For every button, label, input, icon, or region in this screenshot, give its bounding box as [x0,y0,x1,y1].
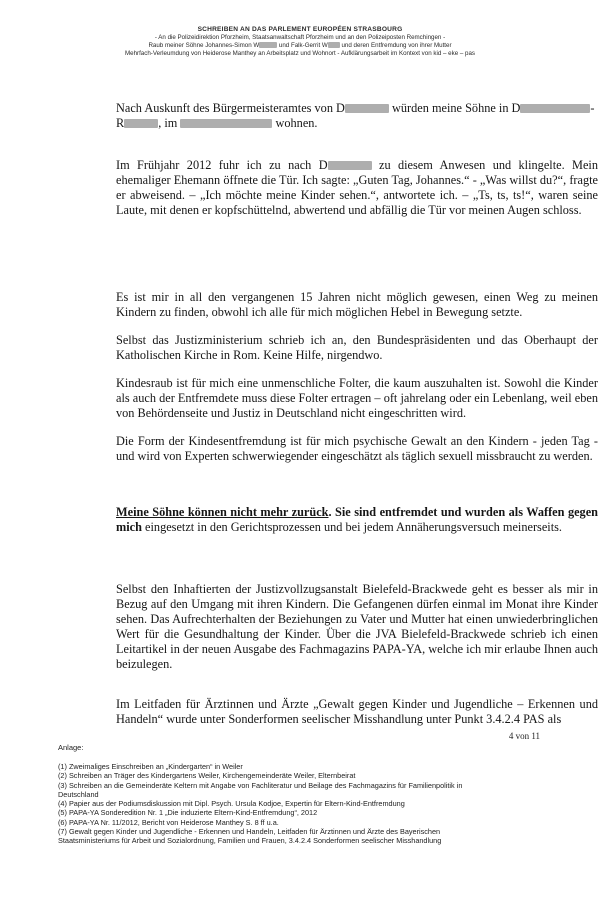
paragraph-ministry: Selbst das Justizministerium schrieb ich an, den Bundespräsidenten und das Oberhaupt der Katholischen Kirche in Rom. Keine Hilfe, nirgendwo. [116,333,598,362]
redaction-mark [345,104,389,113]
attachment-item: Deutschland [58,789,99,799]
attachments-label: Anlage: [58,743,84,752]
attachment-item: (2) Schreiben an Träger des Kindergartens Weiler, Kirchengemeinderäte Weiler, Elternbeirat [58,771,356,781]
attachment-item: (7) Gewalt gegen Kinder und Jugendliche - Erkennen und Handeln, Leitfaden für Ärztinnen und Ärzte des Bayerischen [58,827,441,837]
redaction-mark [124,119,158,128]
attachment-item: Staatsministeriums für Arbeit und Sozialordnung, Familien und Frauen, 3.4.2.4 Sonderformen seelischer Misshandlung [58,836,442,846]
attachment-item: (6) PAPA-YA Nr. 11/2012, Bericht von Heiderose Manthey S. 8 ff u.a. [58,817,279,827]
redaction-mark [180,119,272,128]
paragraph-15-years: Es ist mir in all den vergangenen 15 Jahren nicht möglich gewesen, einen Weg zu meinen Kindern zu finden, obwohl ich alle für mich möglichen Hebel in Bewegung setzte. [116,290,598,319]
attachment-item: (3) Schreiben an die Gemeinderäte Keltern mit Angabe von Fachliteratur und Beilage des Fachmagazins für Familienpolitik in [58,780,463,790]
redaction-mark [328,42,340,48]
header-line-1: - An die Polizeidirektion Pforzheim, Staatsanwaltschaft Pforzheim und an den Polizeiposten Remchingen - [154,34,446,41]
header-line-2: Raub meiner Söhne Johannes-Simon W und Falk-Gerrit W und deren Entfremdung von ihrer Mutter [148,42,452,49]
paragraph-kidnapping: Kindesraub ist für mich eine unmenschliche Folter, die kaum auszuhalten ist. Sowohl die Kinder als auch der Entfremdete muss diese Folter ertragen – oft jahrelang oder ein Lebenlang, weil eben von Behördenseite und Justiz in Deutschland nicht eingeschritten wird. [116,376,598,420]
paragraph-address: Nach Auskunft des Bürgermeisteramtes von D würden meine Söhne in D - R , im wohnen. [116,101,595,130]
attachment-item: (5) PAPA-YA Sonderedition Nr. 1 „Die induzierte Eltern-Kind-Entfremdung“, 2012 [58,808,318,818]
letter-header [60,26,540,58]
attachment-item: (1) Zweimaliges Einschreiben an „Kindergarten“ in Weiler [58,762,243,771]
paragraph-guideline: Im Leitfaden für Ärztinnen und Ärzte „Gewalt gegen Kinder und Jugendliche – Erkennen und Handeln“ wurde unter Sonderformen seelischer Misshandlung unter Punkt 3.4.2.4 PAS als [116,697,598,726]
redaction-mark [520,104,590,113]
page-number: 4 von 11 [508,731,540,741]
header-line-3: Mehrfach-Verleumdung von Heiderose Manthey an Arbeitsplatz und Wohnort - Aufklärungsarbeit im Kontext von kid – eke – pas [124,50,476,57]
paragraph-prison: Selbst den Inhaftierten der Justizvollzugsanstalt Bielefeld-Brackwede geht es besser als mir in Bezug auf den Umgang mit ihren Kindern. Die Gefangenen dürfen einmal im Monat ihre Kinder sehen. Das Aufrechterhalten der Beziehungen zu Vater und Mutter hat einen unwiederbringlichen Wert für die Gesundhaltung der Kinder. Über die JVA Bielefeld-Brackwede schrieb ich einen Leitartikel in der neuen Ausgabe des Fachmagazins PAPA-YA, welche ich mir erlaube Ihnen auch beizulegen. [116,582,598,671]
paragraph-alienation: Die Form der Kindesentfremdung ist für mich psychische Gewalt an den Kindern - jeden Tag - und wird von Experten schwerwiegender eingeschätzt als täglich sexuell missbraucht zu werden. [116,434,598,463]
header-title: SCHREIBEN AN DAS PARLEMENT EUROPÉEN STRASBOURG [197,26,403,33]
redaction-mark [259,42,277,48]
redaction-mark [328,161,372,170]
paragraph-visit: Im Frühjahr 2012 fuhr ich zu nach D zu diesem Anwesen und klingelte. Mein ehemaliger Ehemann öffnete die Tür. Ich sagte: „Guten Tag, Johannes.“ - „Was willst du?“, fragte er abweisend. – „Ich möchte meine Kinder sehen.“, antwortete ich. – „Ts, ts, ts!“, waren seine Laute, mit denen er kopfschüttelnd, abwertend und abfällig die Tür vor meinen Augen schloss. [116,158,598,217]
paragraph-sons: Meine Söhne können nicht mehr zurück. Sie sind entfremdet und wurden als Waffen gegen mich eingesetzt in den Gerichtsprozessen und bei jedem Annäherungsversuch meinerseits. [116,505,598,534]
attachments-list [58,762,558,846]
attachment-item: (4) Papier aus der Podiumsdiskussion mit Dipl. Psych. Ursula Kodjoe, Expertin für Eltern-Kind-Entfremdung [58,799,405,809]
